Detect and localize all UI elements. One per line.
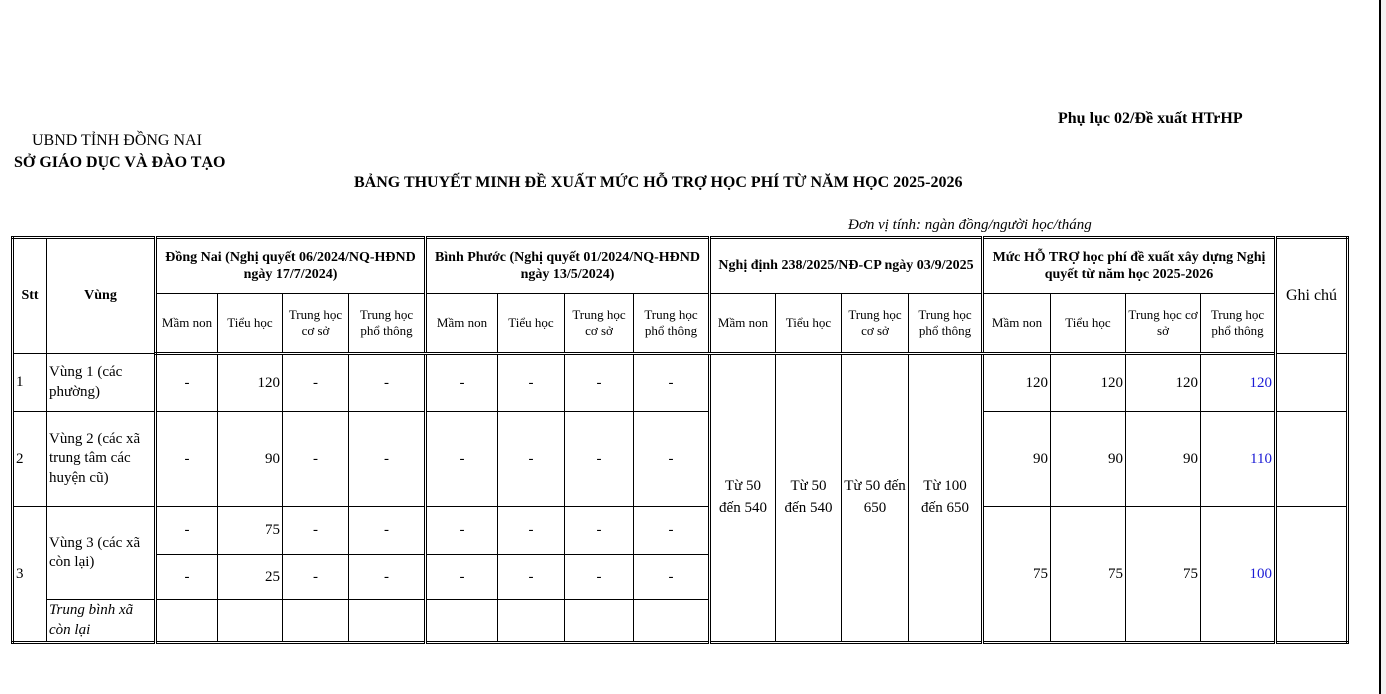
document-title: BẢNG THUYẾT MINH ĐỀ XUẤT MỨC HỖ TRỢ HỌC PHÍ TỪ NĂM HỌC 2025-2026: [354, 174, 963, 191]
cell: [283, 600, 349, 643]
org-line-1: UBND TỈNH ĐỒNG NAI: [32, 132, 202, 149]
sub-header-lower-secondary: Trung học cơ sở: [1126, 294, 1201, 354]
cell: 75: [1126, 507, 1201, 643]
row-region: Vùng 3 (các xã còn lại): [47, 507, 156, 600]
note-cell: [1276, 354, 1348, 412]
sub-header-lower-secondary: Trung học cơ sở: [842, 294, 909, 354]
cell: [426, 600, 498, 643]
cell: 90: [1051, 412, 1126, 507]
cell: 120: [218, 354, 283, 412]
cell-highlight: 110: [1201, 412, 1276, 507]
cell: -: [156, 412, 218, 507]
table-row: [13, 412, 1348, 507]
sub-header-primary: Tiểu học: [1051, 294, 1126, 354]
cell: 75: [218, 507, 283, 555]
sub-header-primary: Tiểu học: [498, 294, 565, 354]
cell: -: [283, 354, 349, 412]
sub-header-lower-secondary: Trung học cơ sở: [283, 294, 349, 354]
cell: -: [634, 412, 710, 507]
cell: -: [283, 507, 349, 555]
row-region: Vùng 2 (các xã trung tâm các huyện cũ): [47, 412, 156, 507]
cell: -: [156, 354, 218, 412]
window-edge: [1379, 0, 1386, 694]
row-stt: 3: [13, 507, 47, 643]
cell: -: [498, 354, 565, 412]
sub-header-upper-secondary: Trung học phổ thông: [1201, 294, 1276, 354]
cell: 120: [1126, 354, 1201, 412]
cell: -: [283, 555, 349, 600]
sub-header-primary: Tiểu học: [218, 294, 283, 354]
cell: [156, 600, 218, 643]
appendix-label: Phụ lục 02/Đề xuất HTrHP: [1058, 110, 1243, 127]
table-row: [13, 507, 1348, 531]
cell: 90: [983, 412, 1051, 507]
cell: -: [634, 555, 710, 600]
cell: 75: [983, 507, 1051, 643]
cell: -: [634, 507, 710, 555]
cell: -: [565, 555, 634, 600]
note-cell: [1276, 412, 1348, 507]
cell: 120: [983, 354, 1051, 412]
cell: 90: [1126, 412, 1201, 507]
average-label: Trung bình xã còn lại: [47, 600, 156, 643]
sub-header-preschool: Mầm non: [710, 294, 776, 354]
cell: [218, 600, 283, 643]
header-decree: Nghị định 238/2025/NĐ-CP ngày 03/9/2025: [710, 238, 983, 294]
cell: -: [426, 412, 498, 507]
sub-header-upper-secondary: Trung học phổ thông: [634, 294, 710, 354]
unit-note: Đơn vị tính: ngàn đồng/người học/tháng: [848, 217, 1092, 233]
sub-header-preschool: Mầm non: [983, 294, 1051, 354]
cell: -: [349, 555, 426, 600]
tuition-table: [11, 236, 1349, 644]
cell: 25: [218, 555, 283, 600]
note-cell: [1276, 507, 1348, 643]
sub-header-upper-secondary: Trung học phổ thông: [349, 294, 426, 354]
row-stt: 2: [13, 412, 47, 507]
table-row: [13, 354, 1348, 412]
cell: 75: [1051, 507, 1126, 643]
cell: 90: [218, 412, 283, 507]
cell: -: [283, 412, 349, 507]
cell: -: [634, 354, 710, 412]
row-region: Vùng 1 (các phường): [47, 354, 156, 412]
cell: -: [426, 354, 498, 412]
cell: -: [156, 555, 218, 600]
cell-highlight: 120: [1201, 354, 1276, 412]
decree-lower-secondary: Từ 50 đến 650: [842, 354, 909, 643]
cell: -: [426, 555, 498, 600]
cell: [498, 600, 565, 643]
cell: 120: [1051, 354, 1126, 412]
cell: [634, 600, 710, 643]
decree-preschool: Từ 50 đến 540: [710, 354, 776, 643]
header-region: Vùng: [47, 238, 156, 354]
header-dong-nai: Đồng Nai (Nghị quyết 06/2024/NQ-HĐND ngày 17/7/2024): [156, 238, 426, 294]
org-line-2: SỞ GIÁO DỤC VÀ ĐÀO TẠO: [14, 154, 226, 171]
sub-header-primary: Tiểu học: [776, 294, 842, 354]
header-note: Ghi chú: [1276, 238, 1348, 354]
row-stt: 1: [13, 354, 47, 412]
header-proposed: Mức HỖ TRỢ học phí đề xuất xây dựng Nghị quyết từ năm học 2025-2026: [983, 238, 1276, 294]
cell: -: [349, 507, 426, 555]
sub-header-preschool: Mầm non: [426, 294, 498, 354]
decree-primary: Từ 50 đến 540: [776, 354, 842, 643]
header-binh-phuoc: Bình Phước (Nghị quyết 01/2024/NQ-HĐND ngày 13/5/2024): [426, 238, 710, 294]
sub-header-preschool: Mầm non: [156, 294, 218, 354]
cell: -: [349, 354, 426, 412]
cell: -: [349, 412, 426, 507]
header-stt: Stt: [13, 238, 47, 354]
cell: -: [156, 507, 218, 555]
cell: -: [426, 507, 498, 555]
decree-upper-secondary: Từ 100 đến 650: [909, 354, 983, 643]
cell: -: [565, 412, 634, 507]
cell: -: [498, 412, 565, 507]
cell: -: [498, 507, 565, 555]
cell: -: [565, 507, 634, 555]
sub-header-lower-secondary: Trung học cơ sở: [565, 294, 634, 354]
cell: [349, 600, 426, 643]
cell-highlight: 100: [1201, 507, 1276, 643]
cell: -: [498, 555, 565, 600]
sub-header-upper-secondary: Trung học phổ thông: [909, 294, 983, 354]
cell: [565, 600, 634, 643]
cell: -: [565, 354, 634, 412]
